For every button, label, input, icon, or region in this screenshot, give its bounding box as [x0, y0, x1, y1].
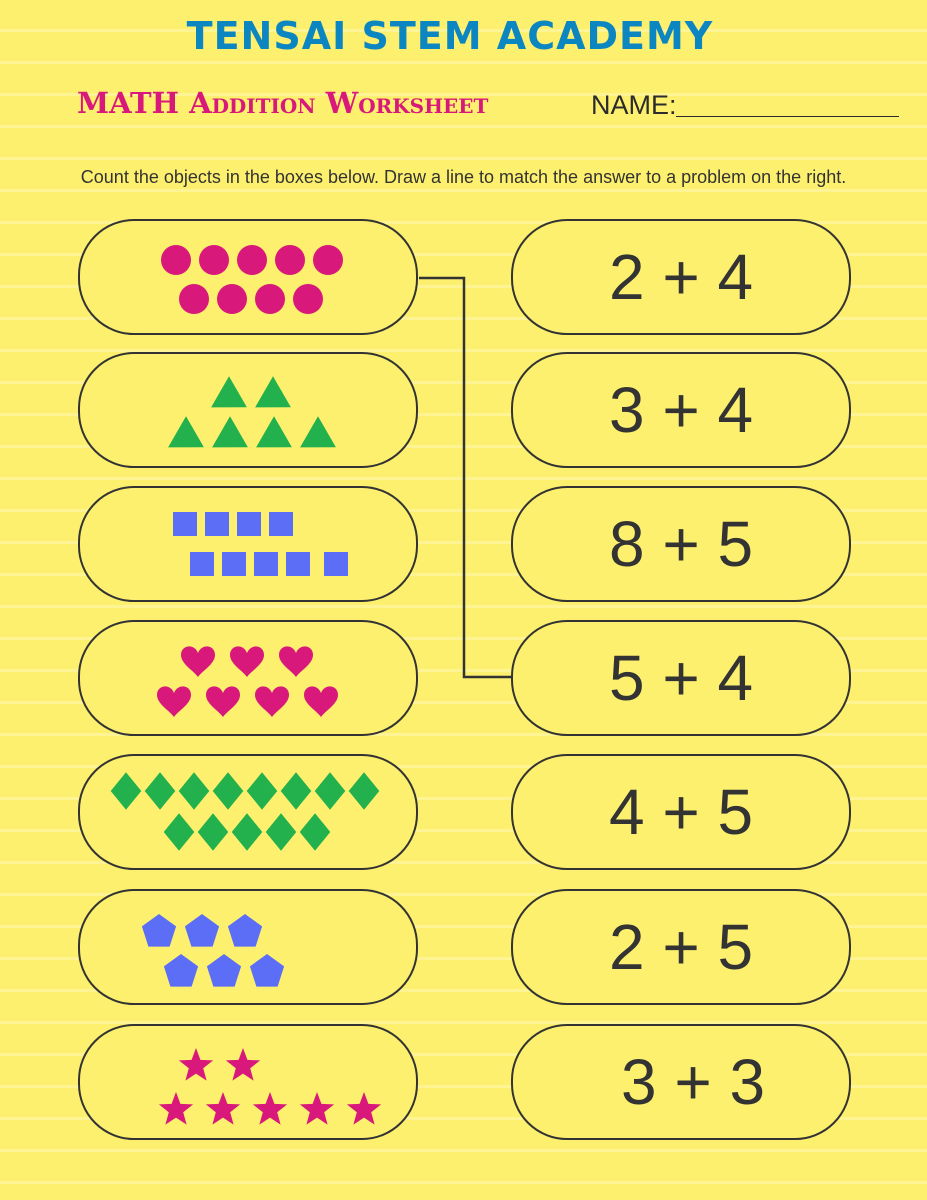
circle-shape: [255, 284, 285, 314]
problem-text: 4 + 5: [608, 776, 754, 848]
triangle-shape: [255, 376, 291, 407]
square-shape: [173, 512, 197, 536]
diamonds-group: [80, 756, 416, 868]
problem-box-6[interactable]: [511, 889, 851, 1005]
circle-shape: [217, 284, 247, 314]
count-box-3[interactable]: [78, 486, 418, 602]
heart-shape: [279, 646, 313, 677]
problem-box-5[interactable]: [511, 754, 851, 870]
worksheet-title: MATH Addition Worksheet: [77, 86, 489, 120]
pentagon-shape: [228, 914, 262, 947]
count-box-5[interactable]: [78, 754, 418, 870]
squares-group: [80, 488, 416, 600]
circle-shape: [179, 284, 209, 314]
pentagon-shape: [164, 954, 198, 987]
heart-shape: [181, 646, 215, 677]
square-shape: [269, 512, 293, 536]
name-answer-line[interactable]: [676, 116, 899, 117]
square-shape: [222, 552, 246, 576]
circle-shape: [275, 245, 305, 275]
pentagon-shape: [185, 914, 219, 947]
count-box-4[interactable]: [78, 620, 418, 736]
heart-shape: [255, 686, 289, 717]
diamond-shape: [111, 772, 142, 809]
diamond-shape: [198, 813, 229, 850]
circle-shape: [199, 245, 229, 275]
square-shape: [324, 552, 348, 576]
hearts-group: [80, 622, 416, 734]
triangle-shape: [300, 416, 336, 447]
diamond-shape: [164, 813, 195, 850]
school-name: TENSAI STEM ACADEMY: [186, 14, 714, 58]
name-label: NAME:: [591, 90, 677, 120]
square-shape: [254, 552, 278, 576]
circle-shape: [293, 284, 323, 314]
diamond-shape: [145, 772, 176, 809]
pentagon-shape: [142, 914, 176, 947]
circle-shape: [161, 245, 191, 275]
problem-box-3[interactable]: [511, 486, 851, 602]
diamond-shape: [247, 772, 278, 809]
problem-box-7[interactable]: [511, 1024, 851, 1140]
triangle-shape: [256, 416, 292, 447]
stars-group: [80, 1026, 416, 1138]
problem-box-4[interactable]: [511, 620, 851, 736]
pentagons-group: [80, 891, 416, 1003]
circle-shape: [237, 245, 267, 275]
triangle-shape: [211, 376, 247, 407]
square-shape: [286, 552, 310, 576]
problem-text: 2 + 5: [608, 911, 754, 983]
instructions: Count the objects in the boxes below. Draw a line to match the answer to a problem on the right.: [80, 167, 847, 187]
problem-text: 2 + 4: [608, 241, 754, 313]
problem-box-1[interactable]: [511, 219, 851, 335]
count-box-6[interactable]: [78, 889, 418, 1005]
star-shape: [253, 1092, 287, 1125]
diamond-shape: [349, 772, 380, 809]
problem-text: 8 + 5: [608, 508, 754, 580]
problem-box-2[interactable]: [511, 352, 851, 468]
triangle-shape: [212, 416, 248, 447]
diamond-shape: [300, 813, 331, 850]
star-shape: [300, 1092, 334, 1125]
heart-shape: [206, 686, 240, 717]
count-box-2[interactable]: [78, 352, 418, 468]
star-shape: [159, 1092, 193, 1125]
diamond-shape: [266, 813, 297, 850]
star-shape: [347, 1092, 381, 1125]
diamond-shape: [281, 772, 312, 809]
circle-shape: [313, 245, 343, 275]
problem-text: 5 + 4: [608, 642, 754, 714]
diamond-shape: [232, 813, 263, 850]
diamond-shape: [315, 772, 346, 809]
diamond-shape: [179, 772, 210, 809]
square-shape: [205, 512, 229, 536]
diamond-shape: [213, 772, 244, 809]
square-shape: [190, 552, 214, 576]
star-shape: [226, 1048, 260, 1081]
pentagon-shape: [250, 954, 284, 987]
heart-shape: [230, 646, 264, 677]
star-shape: [179, 1048, 213, 1081]
triangle-shape: [168, 416, 204, 447]
pentagon-shape: [207, 954, 241, 987]
count-box-1[interactable]: [78, 219, 418, 335]
problem-text: 3 + 3: [620, 1046, 766, 1118]
star-shape: [206, 1092, 240, 1125]
heart-shape: [304, 686, 338, 717]
problem-text: 3 + 4: [608, 374, 754, 446]
count-box-7[interactable]: [78, 1024, 418, 1140]
square-shape: [237, 512, 261, 536]
heart-shape: [157, 686, 191, 717]
circles-group: [80, 221, 416, 333]
triangles-group: [80, 354, 416, 466]
